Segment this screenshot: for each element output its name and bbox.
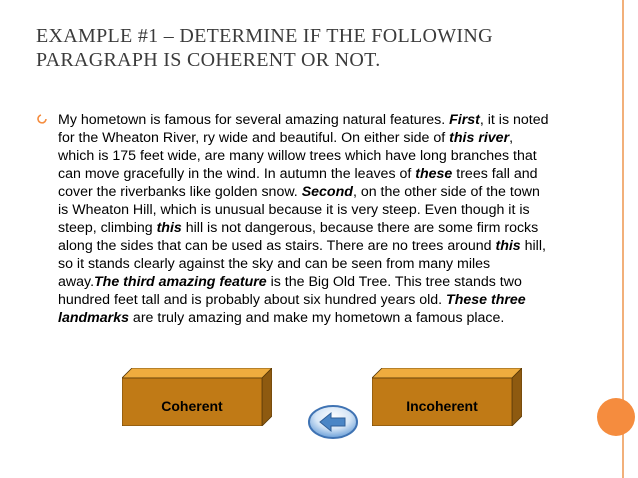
paragraph-segment: trees fall and cover the riverbanks like golden snow.	[58, 166, 538, 200]
paragraph-segment: , which is 175 feet wide, are many willow trees which have long branches that can move gracefully in the wind. In autumn the leaves of	[58, 130, 537, 182]
paragraph-segment: hill, so it stands clearly against the sky and can be seen from many miles away.	[58, 238, 546, 290]
coherent-label: Coherent	[161, 398, 223, 414]
paragraph-segment: hill is not dangerous, because there are some firm rocks along the sides that can be used as stairs. There are no trees around	[58, 220, 539, 254]
paragraph-text	[58, 111, 552, 327]
emphasized-text: this river	[449, 130, 510, 146]
paragraph-segment: , it is noted for the Wheaton River, ry wide and beautiful. On either side of	[58, 112, 549, 146]
decorative-orange-circle	[597, 398, 635, 436]
emphasized-text: These three landmarks	[58, 292, 526, 326]
emphasized-text: these	[415, 166, 453, 182]
paragraph-segment: , on the other side of the town is Wheaton Hill, which is unusual because it is very steep. Even though it is steep, climbing	[58, 184, 540, 236]
emphasized-text: Second	[301, 184, 353, 200]
coherent-box-shape	[122, 368, 272, 426]
incoherent-label: Incoherent	[406, 398, 478, 414]
emphasized-text: The third amazing feature	[94, 274, 267, 290]
back-arrow-icon[interactable]	[307, 404, 359, 440]
emphasized-text: this	[156, 220, 182, 236]
slide-title: EXAMPLE #1 – DETERMINE IF THE FOLLOWING PARAGRAPH IS COHERENT OR NOT.	[36, 25, 493, 71]
paragraph-segment: is the Big Old Tree. This tree stands two hundred feet tall and is probably about six hundred years old.	[58, 274, 522, 308]
coherent-button[interactable]	[122, 368, 272, 426]
bullet-icon	[37, 114, 47, 124]
emphasized-text: First	[449, 112, 480, 128]
incoherent-box-shape	[372, 368, 522, 426]
paragraph-segment: My hometown is famous for several amazing natural features.	[58, 112, 450, 128]
paragraph-segment: are truly amazing and make my hometown a famous place.	[128, 310, 505, 326]
incoherent-button[interactable]	[372, 368, 522, 426]
emphasized-text: this	[495, 238, 521, 254]
